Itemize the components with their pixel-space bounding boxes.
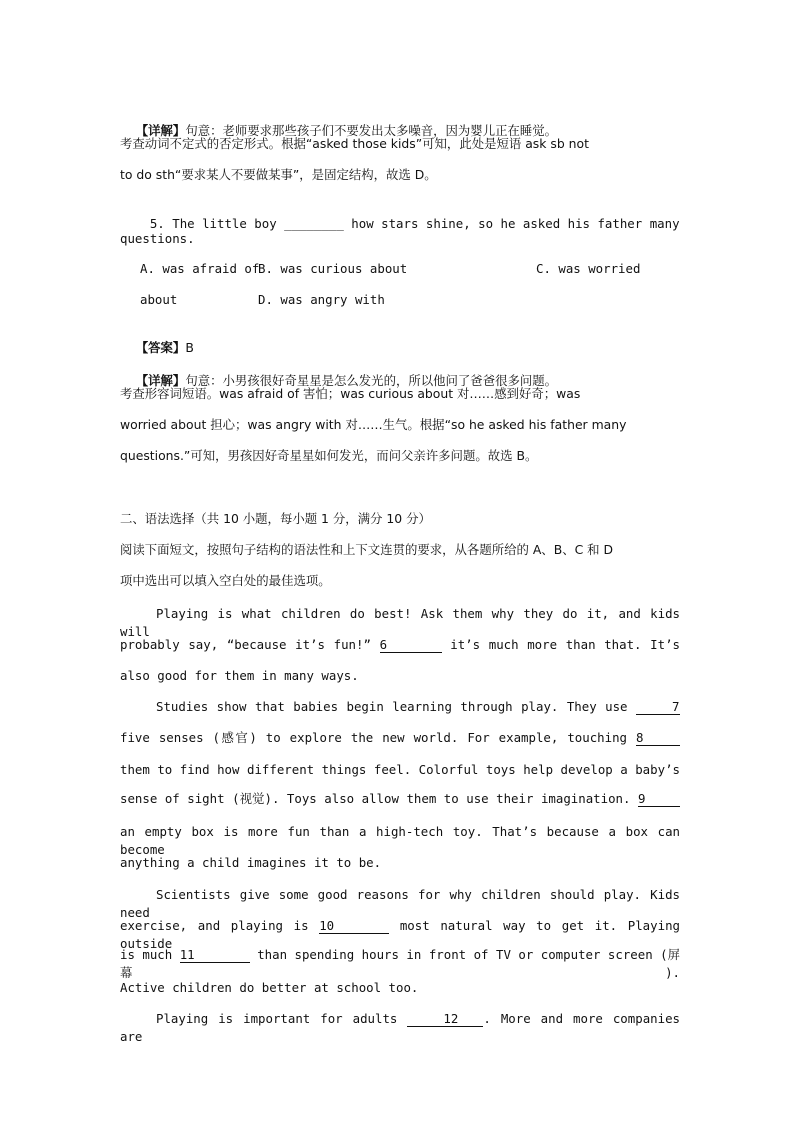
q4-explanation-line2: 考查动词不定式的否定形式。根据“asked those kids”可知，此处是短语 ask sb not: [120, 136, 589, 151]
q5-stem-line2: questions.: [120, 231, 195, 246]
passage-line: Scientists give some good reasons for why children should play. Kids need: [120, 887, 680, 920]
passage-line: Playing is important for adults 12 . More and more companies are: [120, 1011, 680, 1044]
option-c: C. was worried: [536, 261, 641, 276]
blank-10: 10: [319, 918, 389, 934]
passage-line: Studies show that babies begin learning through play. They use 7: [156, 699, 680, 714]
section-instruction-line2: 项中选出可以填入空白处的最佳选项。: [120, 573, 331, 588]
blank-6: 6: [380, 637, 442, 653]
passage-line: five senses (感官) to explore the new world. For example, touching 8: [120, 729, 680, 747]
option-a: A. was afraid of: [140, 261, 260, 276]
stem-text: The little boy: [172, 216, 277, 231]
option-b: B. was curious about: [258, 261, 408, 276]
passage-line: Active children do better at school too.: [120, 980, 419, 995]
blank-7: 7: [636, 699, 680, 715]
q5-explanation-line2: 考查形容词短语。was afraid of 害怕；was curious about 对……感到好奇；was: [120, 386, 581, 401]
explanation-tag: 【详解】: [135, 123, 186, 138]
option-c-continued: about: [140, 292, 178, 307]
section-instruction-line1: 阅读下面短文，按照句子结构的语法性和上下文连贯的要求，从各题所给的 A、B、C 和 D: [120, 542, 614, 557]
blank-9: 9: [638, 791, 680, 807]
question-number: 5.: [149, 216, 165, 231]
explanation-text: 句意：老师要求那些孩子们不要发出太多噪音，因为婴儿正在睡觉。: [185, 123, 558, 138]
explanation-tag: 【详解】: [135, 373, 186, 388]
passage-line: them to find how different things feel. Colorful toys help develop a baby’s: [120, 762, 680, 777]
section-heading: 二、语法选择（共 10 小题，每小题 1 分，满分 10 分）: [120, 511, 431, 526]
explanation-text: 句意：小男孩很好奇星星是怎么发光的，所以他问了爸爸很多问题。: [185, 373, 558, 388]
q5-explanation-line3: worried about 担心；was angry with 对……生气。根据“so he asked his father many: [120, 417, 627, 432]
answer-blank: ________: [284, 216, 344, 231]
passage-line: also good for them in many ways.: [120, 668, 359, 683]
blank-11: 11: [180, 947, 250, 963]
passage-line: exercise, and playing is 10 most natural way to get it. Playing outside: [120, 918, 680, 951]
passage-line: sense of sight (视觉). Toys also allow them to use their imagination. 9: [120, 790, 680, 808]
answer-tag: 【答案】: [135, 340, 186, 355]
stem-text: how stars shine, so he asked his father many: [351, 216, 680, 231]
q5-explanation-line4: questions.”可知，男孩因好奇星星如何发光，而问父亲许多问题。故选 B。: [120, 448, 538, 463]
answer-value: B: [185, 340, 194, 355]
passage-line: an empty box is more fun than a high-tech toy. That’s because a box can become: [120, 824, 680, 857]
option-d: D. was angry with: [258, 292, 385, 307]
q4-explanation-line3: to do sth“要求某人不要做某事”，是固定结构，故选 D。: [120, 167, 437, 182]
blank-8: 8: [636, 730, 680, 746]
passage-line: Playing is what children do best! Ask them why they do it, and kids will: [120, 606, 680, 639]
passage-line: anything a child imagines it to be.: [120, 855, 382, 870]
passage-line: is much 11 than spending hours in front of TV or computer screen (屏幕).: [120, 947, 681, 980]
passage-line: probably say, “because it’s fun!” 6 it’s much more than that. It’s: [120, 637, 680, 652]
blank-12: 12: [407, 1011, 483, 1027]
